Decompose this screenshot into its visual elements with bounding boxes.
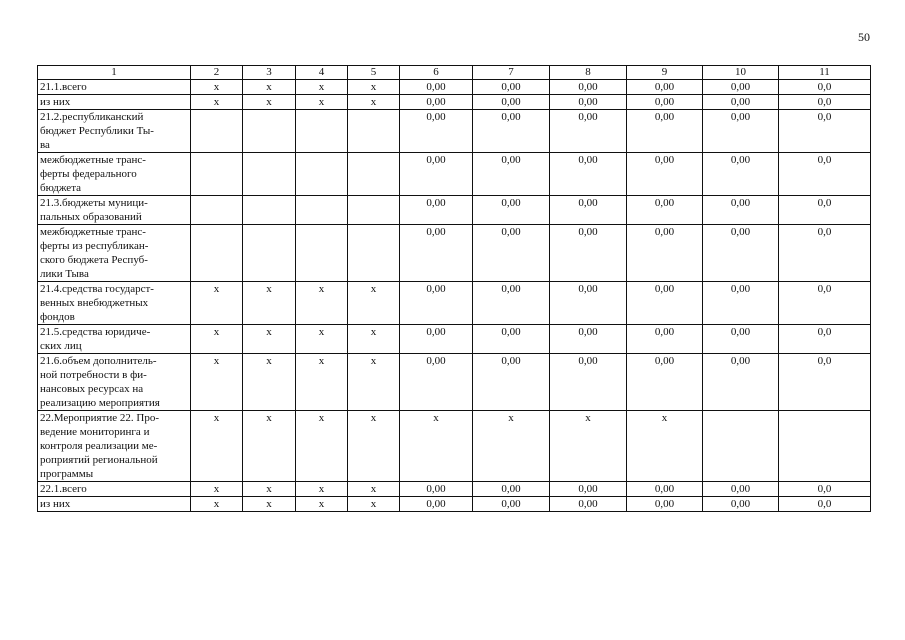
- table-cell: 0,00: [627, 482, 703, 497]
- table-cell: 0,00: [703, 325, 779, 354]
- table-cell: х: [296, 354, 348, 411]
- table-cell: [191, 153, 243, 196]
- table-cell: х: [243, 482, 296, 497]
- table-cell: 0,00: [703, 354, 779, 411]
- table-cell: 0,00: [627, 225, 703, 282]
- table-cell: [703, 411, 779, 482]
- table-cell: [296, 196, 348, 225]
- table-cell: 0,00: [627, 110, 703, 153]
- table-cell: х: [348, 482, 400, 497]
- table-cell: 0,00: [473, 482, 550, 497]
- table-cell: 0,00: [627, 80, 703, 95]
- column-header: 5: [348, 66, 400, 80]
- table-cell: 0,00: [400, 282, 473, 325]
- table-cell: [243, 196, 296, 225]
- table-cell: [348, 110, 400, 153]
- table-cell: х: [243, 325, 296, 354]
- table-cell: 0,00: [703, 497, 779, 512]
- table-cell: х: [243, 354, 296, 411]
- table-cell: х: [400, 411, 473, 482]
- table-row: [38, 282, 871, 325]
- table-row: [38, 497, 871, 512]
- table-cell: 0,00: [473, 95, 550, 110]
- row-label: 21.1.всего: [38, 80, 191, 95]
- table-cell: х: [243, 80, 296, 95]
- table-cell: [296, 225, 348, 282]
- table-cell: 0,00: [627, 282, 703, 325]
- table-cell: х: [243, 95, 296, 110]
- table-cell: х: [296, 95, 348, 110]
- table-cell: 0,00: [550, 80, 627, 95]
- table-row: [38, 110, 871, 153]
- column-header: 6: [400, 66, 473, 80]
- row-label: 22.Мероприятие 22. Про- ведение мониторинга и контроля реализации ме- роприятий региональной программы: [38, 411, 191, 482]
- table-cell: 0,00: [473, 80, 550, 95]
- row-label: 21.6.объем дополнитель- ной потребности в фи- нансовых ресурсах на реализацию мероприятия: [38, 354, 191, 411]
- table-cell: 0,00: [473, 325, 550, 354]
- table-cell: 0,0: [779, 225, 871, 282]
- table-row: [38, 225, 871, 282]
- table-cell: х: [191, 282, 243, 325]
- table-cell: 0,00: [473, 225, 550, 282]
- table-cell: 0,0: [779, 282, 871, 325]
- table-cell: 0,00: [550, 482, 627, 497]
- table-cell: х: [296, 482, 348, 497]
- table-row: [38, 95, 871, 110]
- table-cell: х: [348, 282, 400, 325]
- table-cell: 0,00: [703, 196, 779, 225]
- table-cell: х: [296, 80, 348, 95]
- table-cell: 0,00: [473, 354, 550, 411]
- table-cell: 0,00: [473, 110, 550, 153]
- table-row: [38, 80, 871, 95]
- table-cell: 0,00: [627, 325, 703, 354]
- table-cell: 0,00: [400, 153, 473, 196]
- table-cell: х: [348, 411, 400, 482]
- table-cell: х: [296, 497, 348, 512]
- table-row: [38, 354, 871, 411]
- table-cell: х: [550, 411, 627, 482]
- column-header: 9: [627, 66, 703, 80]
- row-label: 22.1.всего: [38, 482, 191, 497]
- table-cell: 0,00: [400, 497, 473, 512]
- table-cell: 0,00: [400, 110, 473, 153]
- column-header: 7: [473, 66, 550, 80]
- table-cell: 0,00: [703, 110, 779, 153]
- table-cell: 0,00: [473, 196, 550, 225]
- table-cell: [243, 110, 296, 153]
- table-cell: [191, 110, 243, 153]
- table-cell: 0,00: [473, 497, 550, 512]
- table-cell: [191, 225, 243, 282]
- table-cell: х: [473, 411, 550, 482]
- table-row: [38, 196, 871, 225]
- table-cell: 0,00: [703, 153, 779, 196]
- table-cell: 0,0: [779, 325, 871, 354]
- table-cell: х: [243, 282, 296, 325]
- column-header: 4: [296, 66, 348, 80]
- table-cell: х: [348, 354, 400, 411]
- table-cell: х: [348, 497, 400, 512]
- table-cell: 0,00: [400, 325, 473, 354]
- table-cell: 0,00: [400, 354, 473, 411]
- table-cell: 0,00: [550, 95, 627, 110]
- table-cell: 0,00: [627, 354, 703, 411]
- table-cell: 0,00: [550, 497, 627, 512]
- table-cell: 0,00: [550, 225, 627, 282]
- table-cell: 0,0: [779, 354, 871, 411]
- table-cell: 0,0: [779, 80, 871, 95]
- table-cell: х: [191, 95, 243, 110]
- table-cell: [779, 411, 871, 482]
- table-cell: 0,00: [703, 225, 779, 282]
- table-cell: 0,00: [703, 282, 779, 325]
- table-cell: [296, 153, 348, 196]
- column-header: 2: [191, 66, 243, 80]
- table-cell: 0,00: [703, 482, 779, 497]
- table-cell: [296, 110, 348, 153]
- table-cell: 0,00: [550, 110, 627, 153]
- table-row: [38, 482, 871, 497]
- table-cell: х: [191, 325, 243, 354]
- table-cell: [348, 196, 400, 225]
- row-label: 21.5.средства юридиче- ских лиц: [38, 325, 191, 354]
- table-cell: 0,00: [627, 95, 703, 110]
- table-cell: 0,0: [779, 482, 871, 497]
- row-label: из них: [38, 95, 191, 110]
- table-cell: 0,00: [473, 282, 550, 325]
- table-cell: 0,00: [703, 80, 779, 95]
- column-header: 8: [550, 66, 627, 80]
- table-cell: х: [191, 354, 243, 411]
- table-cell: х: [191, 411, 243, 482]
- table-body: [38, 66, 871, 512]
- table-cell: 0,00: [400, 80, 473, 95]
- table-cell: 0,0: [779, 153, 871, 196]
- table-cell: [243, 225, 296, 282]
- table-cell: 0,00: [400, 482, 473, 497]
- table-cell: 0,00: [550, 153, 627, 196]
- budget-table: [37, 65, 871, 512]
- table-cell: х: [243, 497, 296, 512]
- row-label: межбюджетные транс- ферты из республикан- ского бюджета Респуб- лики Тыва: [38, 225, 191, 282]
- row-label: 21.3.бюджеты муници- пальных образований: [38, 196, 191, 225]
- table-cell: [348, 153, 400, 196]
- table-cell: 0,0: [779, 95, 871, 110]
- table-cell: х: [191, 482, 243, 497]
- table-cell: х: [348, 95, 400, 110]
- table-cell: х: [296, 325, 348, 354]
- table-row: [38, 411, 871, 482]
- table-cell: 0,00: [473, 153, 550, 196]
- table-cell: 0,00: [627, 497, 703, 512]
- column-header: 11: [779, 66, 871, 80]
- row-label: 21.4.средства государст- венных внебюджетных фондов: [38, 282, 191, 325]
- table-cell: 0,00: [627, 196, 703, 225]
- table-cell: 0,00: [550, 196, 627, 225]
- table-row: [38, 325, 871, 354]
- table-cell: [348, 225, 400, 282]
- table-cell: х: [191, 80, 243, 95]
- row-label: 21.2.республиканский бюджет Республики Ты- ва: [38, 110, 191, 153]
- table-cell: х: [296, 411, 348, 482]
- table-cell: 0,00: [400, 95, 473, 110]
- header-row: [38, 66, 871, 80]
- table-cell: 0,00: [550, 354, 627, 411]
- table-cell: х: [191, 497, 243, 512]
- row-label: межбюджетные транс- ферты федерального бюджета: [38, 153, 191, 196]
- table-cell: 0,0: [779, 196, 871, 225]
- table-cell: х: [348, 325, 400, 354]
- table-cell: х: [627, 411, 703, 482]
- column-header: 3: [243, 66, 296, 80]
- table-cell: 0,0: [779, 497, 871, 512]
- row-label: из них: [38, 497, 191, 512]
- table-cell: х: [296, 282, 348, 325]
- page-number: 50: [858, 30, 870, 44]
- table-cell: 0,00: [550, 282, 627, 325]
- table-cell: 0,00: [550, 325, 627, 354]
- table-cell: [243, 153, 296, 196]
- table-cell: х: [348, 80, 400, 95]
- column-header: 1: [38, 66, 191, 80]
- table-cell: 0,00: [400, 225, 473, 282]
- table-cell: 0,00: [400, 196, 473, 225]
- column-header: 10: [703, 66, 779, 80]
- table-cell: 0,00: [703, 95, 779, 110]
- table-cell: 0,0: [779, 110, 871, 153]
- table-cell: 0,00: [627, 153, 703, 196]
- table-cell: х: [243, 411, 296, 482]
- table-cell: [191, 196, 243, 225]
- table-row: [38, 153, 871, 196]
